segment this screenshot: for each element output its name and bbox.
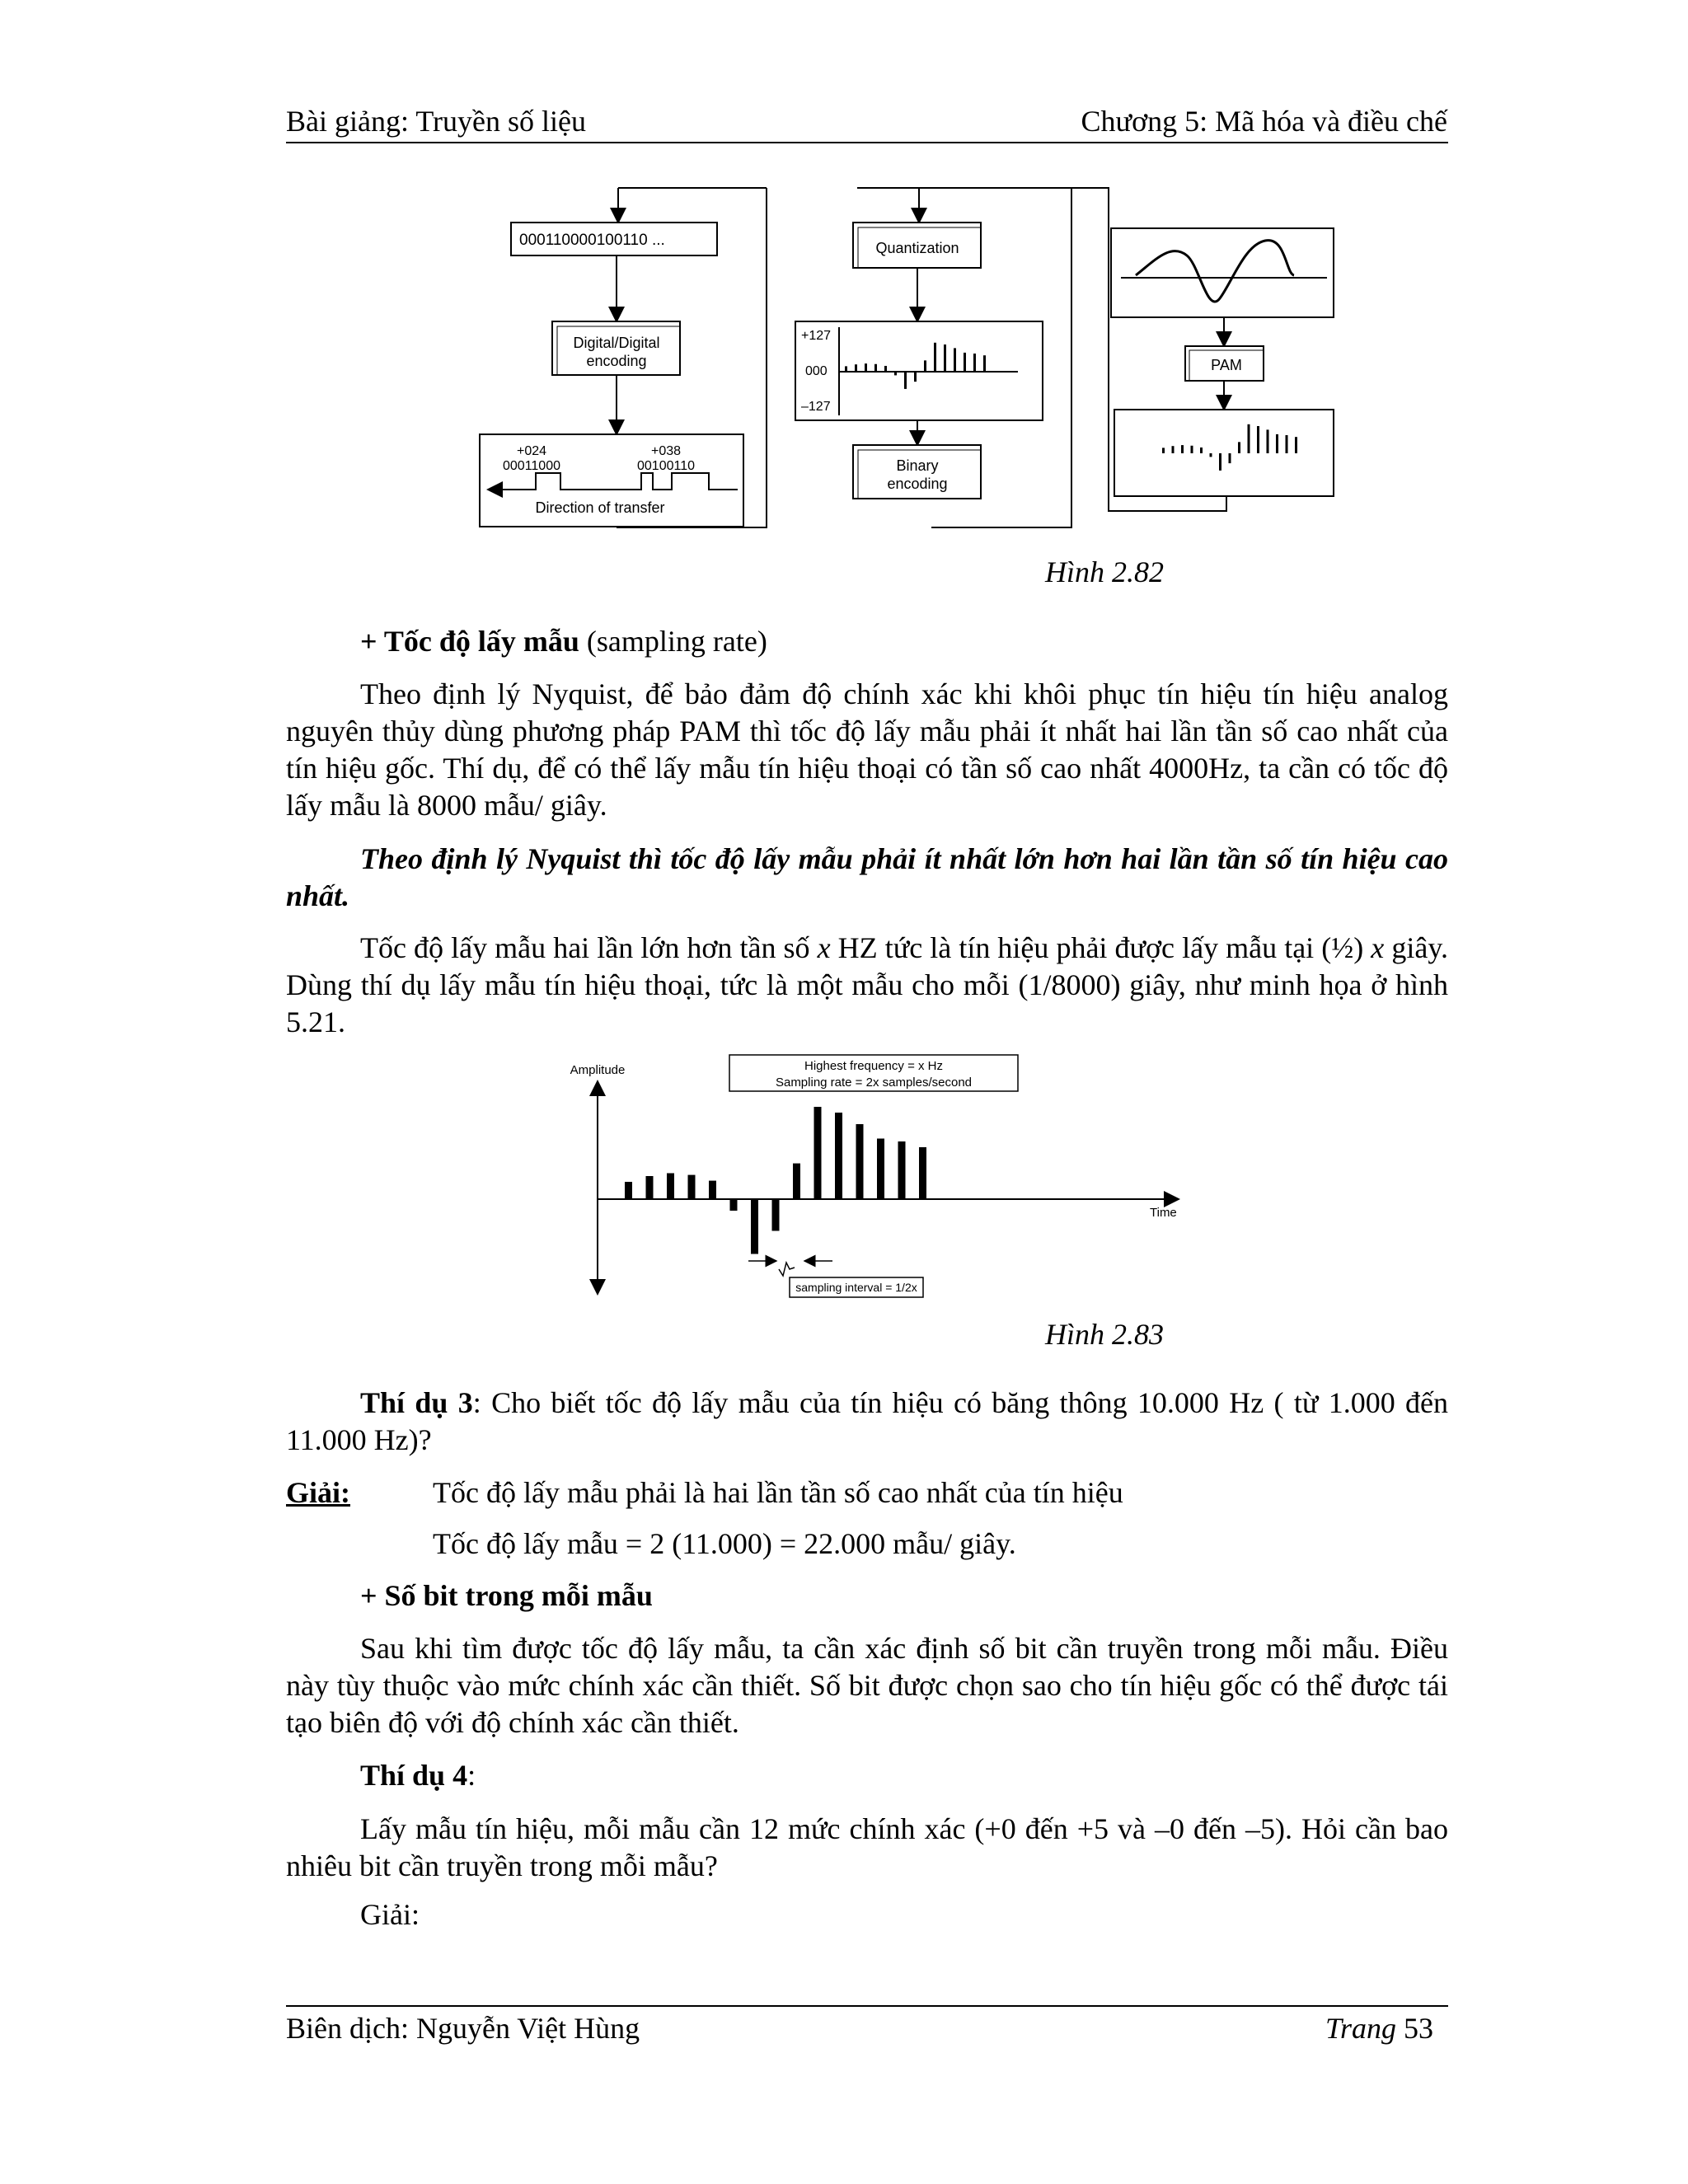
example-4-colon: :	[467, 1759, 476, 1792]
info-line-1: Highest frequency = x Hz	[804, 1059, 943, 1073]
q-bars-bar-4	[874, 364, 877, 372]
footer-rule	[286, 2005, 1448, 2007]
sample-bar-10	[814, 1107, 822, 1199]
section-bits-per-sample: + Số bit trong mỗi mẫu	[360, 1579, 653, 1612]
p-bars-bar-7	[1219, 453, 1221, 471]
p-bars-bar-15	[1295, 437, 1297, 453]
q-bars-bar-11	[944, 344, 946, 372]
paragraph-nyquist: Theo định lý Nyquist, để bảo đảm độ chính xác khi khôi phục tín hiệu tín hiệu analog nguyên thủy dùng phương pháp PAM thì tốc độ lấy mẫu phải ít nhất hai lần tần số cao nhất của tín hiệu gốc. Thí dụ, để có thể lấy mẫu tín hiệu thoại có tần số cao nhất 4000Hz, ta cần có tốc độ lấy mẫu là 8000 mẫu/ giây.	[286, 677, 1448, 822]
direction-label: Direction of transfer	[535, 499, 665, 516]
paragraph-nyquist-emphasis: Theo định lý Nyquist thì tốc độ lấy mẫu phải ít nhất lớn hơn hai lần tần số tín hiệu cao nhất.	[286, 842, 1448, 912]
sample-bars	[625, 1107, 926, 1254]
interval-marker	[748, 1261, 832, 1276]
value-1: +024	[516, 444, 547, 458]
sample-bar-6	[730, 1199, 738, 1211]
sample-bar-9	[793, 1164, 800, 1199]
header-rule	[286, 142, 1448, 143]
example-3-label: Thí dụ 3	[360, 1386, 473, 1419]
q-bars-bar-2	[855, 364, 857, 372]
figure1-caption: Hình 2.82	[1045, 555, 1164, 588]
footer-page-number: 53	[1404, 2012, 1434, 2045]
p-bars-bar-6	[1210, 453, 1212, 457]
q-bars-bar-5	[884, 366, 887, 372]
analog-box	[1111, 228, 1334, 317]
figure-sampling-chart	[560, 1047, 1187, 1306]
q-bars-bar-1	[845, 366, 847, 372]
example-4-text: Lấy mẫu tín hiệu, mỗi mẫu cần 12 mức chính xác (+0 đến +5 và –0 đến –5). Hỏi cần bao nhiêu bit cần truyền trong mỗi mẫu?	[286, 1812, 1448, 1882]
p3-x1: x	[817, 931, 831, 964]
solution-3-line-2: Tốc độ lấy mẫu = 2 (11.000) = 22.000 mẫu/ giây.	[433, 1527, 1016, 1560]
p-bars-bar-8	[1229, 453, 1231, 463]
sample-bar-13	[877, 1139, 884, 1200]
p3-x2: x	[1371, 931, 1385, 964]
q-bars-bar-15	[983, 355, 986, 372]
solution-3-label	[286, 1475, 350, 1510]
q-bars-bar-8	[914, 372, 917, 382]
sample-bar-5	[709, 1181, 716, 1199]
solution-4-label: Giải:	[360, 1898, 420, 1931]
header-left: Bài giảng: Truyền số liệu	[286, 105, 587, 138]
p3-a: Tốc độ lấy mẫu hai lần lớn hơn tần số	[360, 931, 818, 964]
q-bot-label: –127	[801, 400, 831, 414]
sample-bar-1	[625, 1182, 632, 1199]
sample-bar-2	[646, 1176, 654, 1199]
q-bars-bar-6	[894, 372, 897, 375]
solution-3-line-1: Tốc độ lấy mẫu phải là hai lần tần số cao nhất của tín hiệu	[433, 1476, 1123, 1509]
info-line-2: Sampling rate = 2x samples/second	[775, 1076, 973, 1090]
q-bars-bar-13	[964, 353, 966, 372]
solution-3-label-text: Giải:	[286, 1476, 350, 1509]
sample-bar-14	[898, 1141, 906, 1199]
section-sampling-rate-title: + Tốc độ lấy mẫu	[360, 625, 579, 658]
paragraph-bits: Sau khi tìm được tốc độ lấy mẫu, ta cần xác định số bit cần truyền trong mỗi mẫu. Điều này tùy thuộc vào mức chính xác cần thiết. Số bit được chọn sao cho tín hiệu gốc có thể được tái tạo biên độ với độ chính xác cần thiết.	[286, 1632, 1448, 1739]
sample-bar-11	[835, 1113, 842, 1199]
footer-left: Biên dịch: Nguyễn Việt Hùng	[286, 2012, 640, 2045]
pam-output-box	[1114, 410, 1334, 496]
p-bars-bar-9	[1238, 442, 1240, 453]
q-bars-bar-10	[934, 343, 936, 372]
p-bars-bar-2	[1172, 446, 1175, 453]
q-bars-bar-3	[865, 363, 867, 372]
binary-encoding-label-2: encoding	[887, 476, 948, 492]
interval-label: sampling interval = 1/2x	[795, 1281, 917, 1294]
section-sampling-rate	[360, 624, 767, 658]
amplitude-label: Amplitude	[570, 1063, 626, 1077]
example-4-heading	[360, 1758, 476, 1793]
sample-bar-8	[772, 1199, 780, 1231]
p-bars-bar-10	[1248, 424, 1250, 453]
sample-bar-12	[856, 1124, 864, 1199]
footer-page-label: Trang	[1325, 2012, 1397, 2045]
q-bars-bar-9	[924, 360, 926, 372]
sample-bar-15	[919, 1147, 926, 1199]
p3-c: giây. Dùng thí dụ lấy mẫu tín hiệu thoại, tức là một mẫu cho mỗi (1/8000) giây, như minh họa ở hình 5.21.	[286, 931, 1448, 1038]
p-bars-bar-13	[1276, 434, 1278, 453]
figure2-caption: Hình 2.83	[1045, 1318, 1164, 1351]
binary-2: 00100110	[637, 459, 695, 473]
section-sampling-rate-paren: (sampling rate)	[579, 625, 767, 658]
binary-1: 00011000	[503, 459, 560, 473]
sample-bar-7	[751, 1199, 758, 1254]
p3-b: HZ tức là tín hiệu phải được lấy mẫu tại (½)	[830, 931, 1372, 964]
value-2: +038	[650, 444, 682, 458]
p-bars-bar-3	[1181, 445, 1184, 453]
p-bars-bar-4	[1191, 446, 1193, 453]
header-right: Chương 5: Mã hóa và điều chế	[1081, 105, 1447, 138]
figure-pcm-diagram	[470, 183, 1343, 537]
p-bars-bar-12	[1267, 429, 1269, 453]
q-bars-bar-14	[973, 354, 976, 372]
p-bars-bar-5	[1200, 448, 1203, 453]
quantization-label: Quantization	[875, 240, 959, 256]
q-mid-label: 000	[805, 364, 828, 378]
binary-encoding-label-1: Binary	[896, 457, 939, 474]
example-4-label: Thí dụ 4	[360, 1759, 468, 1792]
footer-page	[1325, 2011, 1433, 2046]
q-top-label: +127	[801, 329, 832, 343]
example-3-text: : Cho biết tốc độ lấy mẫu của tín hiệu có băng thông 10.000 Hz ( từ 1.000 đến 11.000 Hz)?	[286, 1386, 1449, 1456]
paragraph-sampling-interval	[286, 930, 1448, 1041]
q-bars-bar-7	[904, 372, 907, 389]
p-bars-bar-1	[1162, 448, 1165, 453]
bits-text: 000110000100110 ...	[519, 232, 665, 249]
p-bars-bar-14	[1286, 435, 1288, 453]
dd-encoding-label-1: Digital/Digital	[573, 335, 660, 351]
pam-label: PAM	[1211, 357, 1242, 373]
sample-bar-3	[667, 1174, 674, 1200]
sample-bar-4	[688, 1175, 696, 1199]
p-bars-bar-11	[1257, 426, 1259, 453]
dd-encoding-label-2: encoding	[586, 353, 647, 369]
q-bars-bar-12	[954, 348, 956, 372]
example-3	[286, 1385, 1448, 1459]
time-label: Time	[1150, 1206, 1177, 1220]
